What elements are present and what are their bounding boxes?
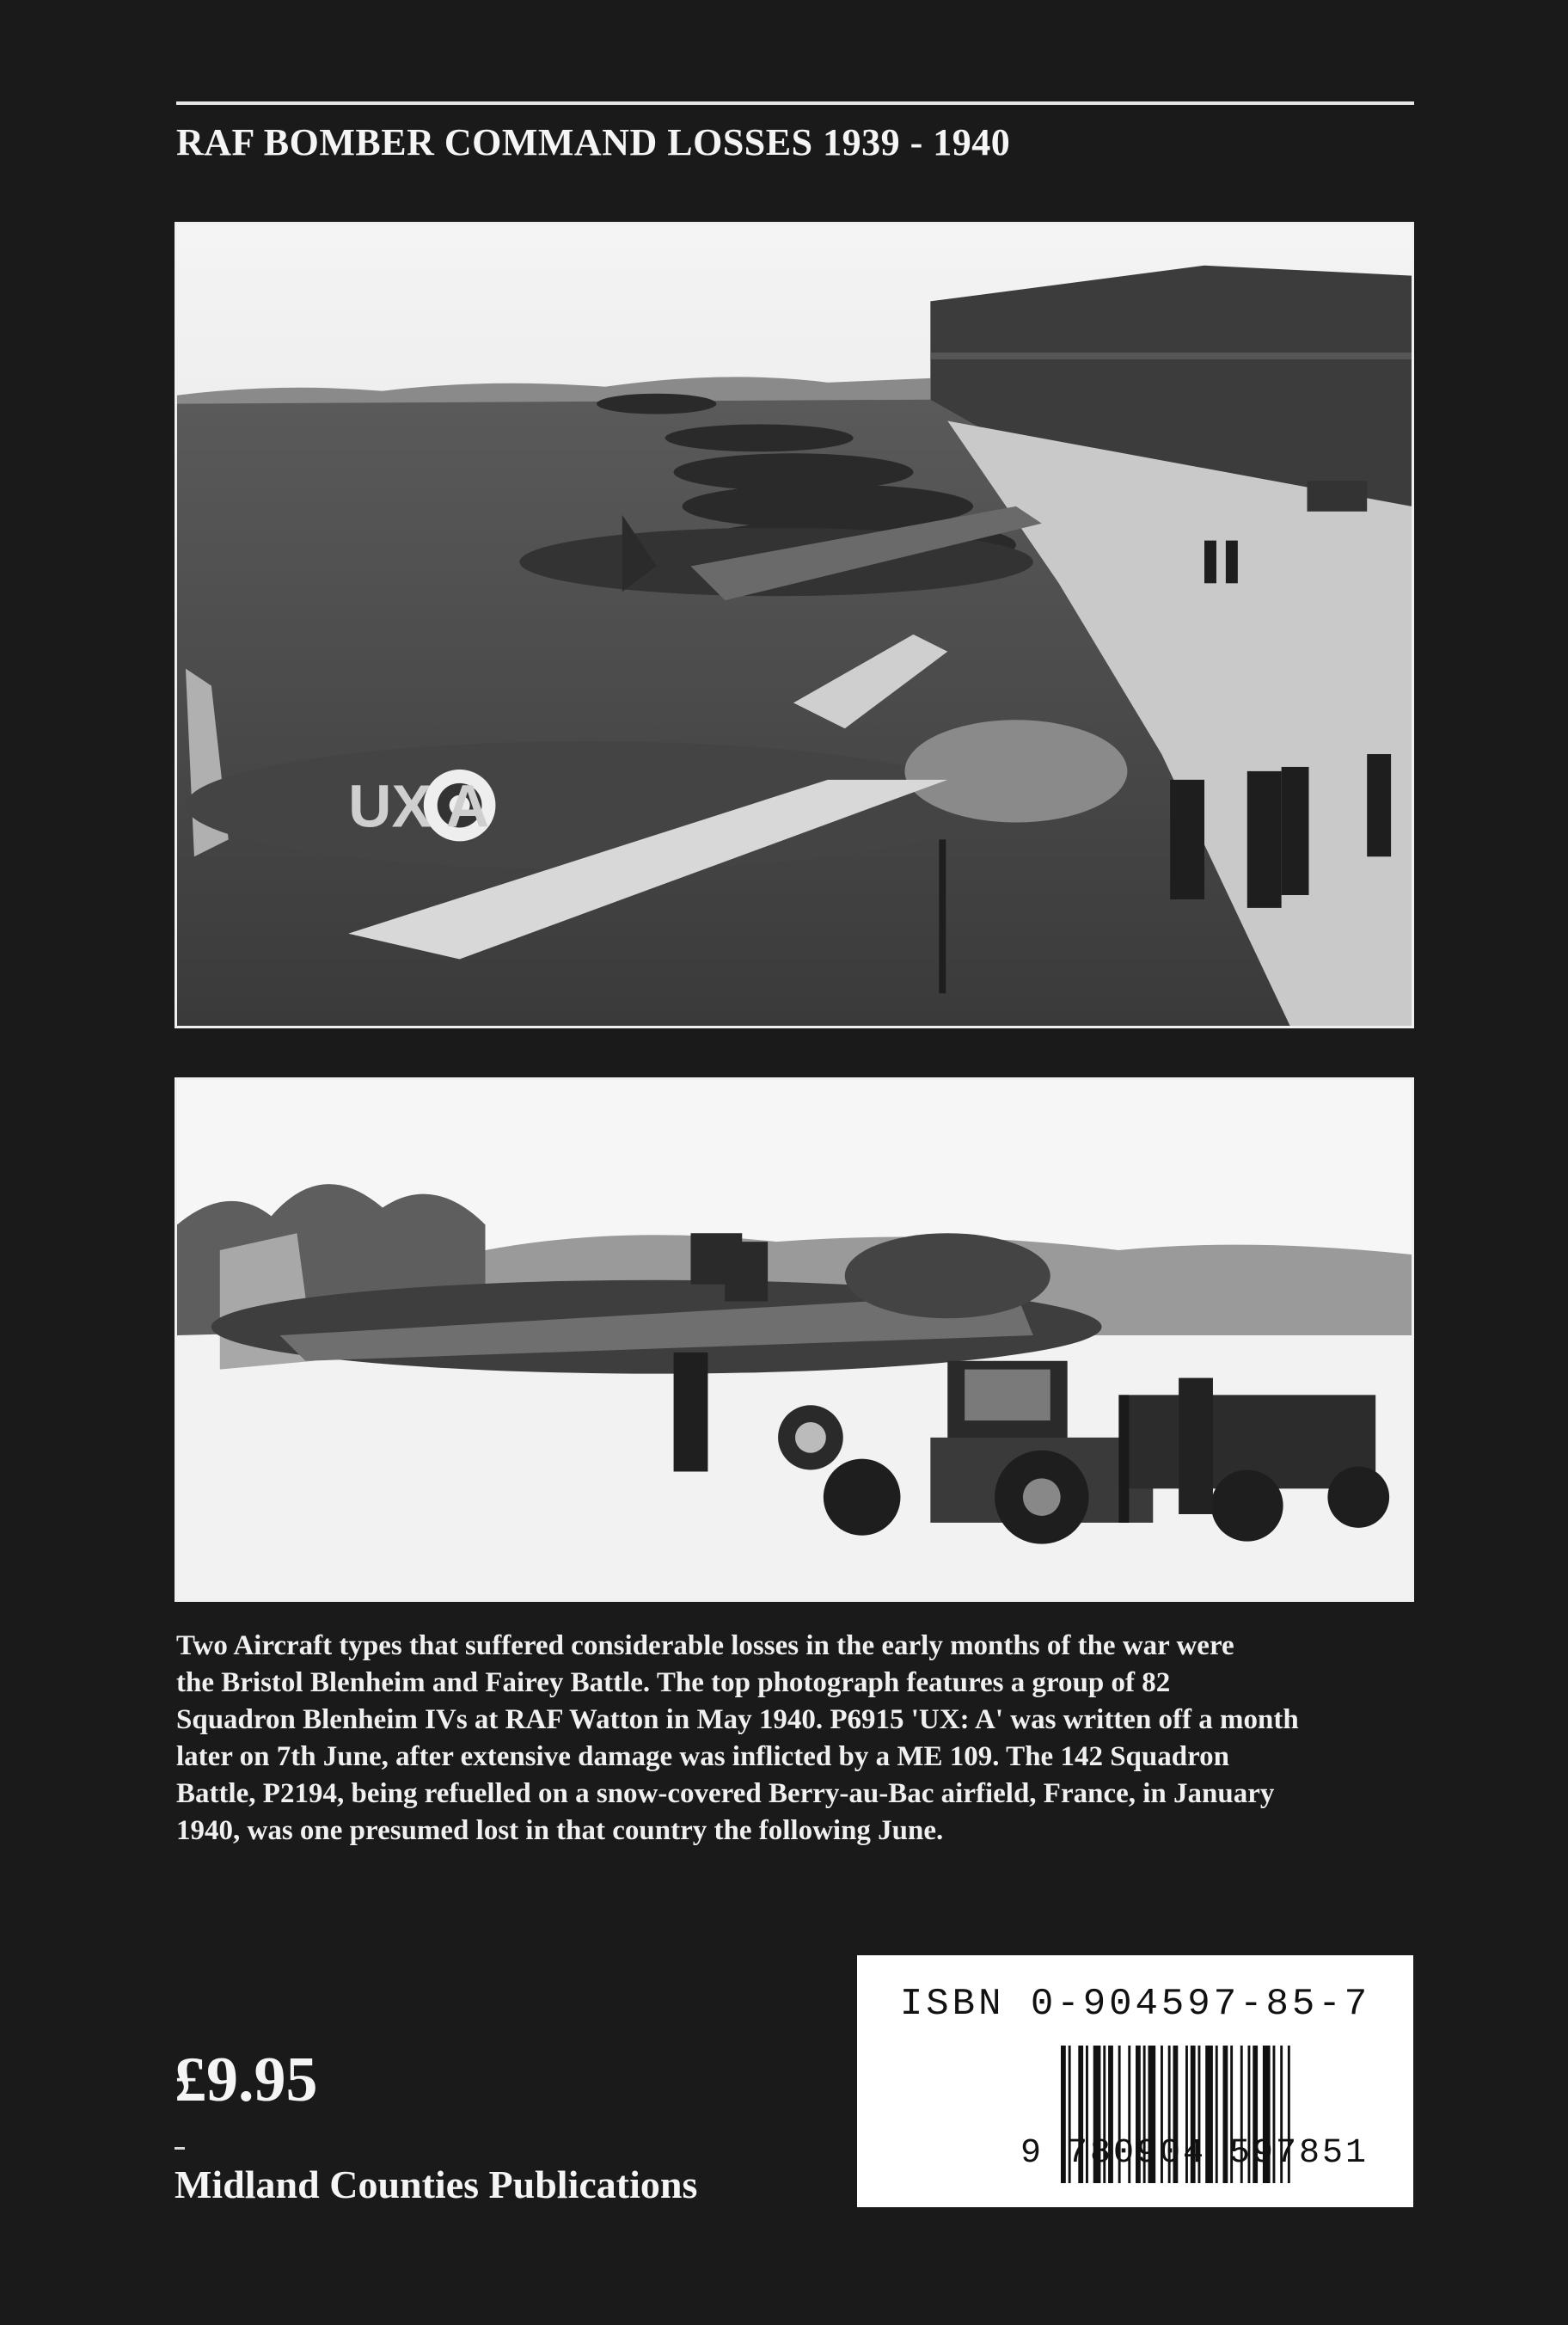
caption-line: 1940, was one presumed lost in that country the following June. xyxy=(176,1815,944,1846)
aircraft-code: UX A xyxy=(348,772,490,840)
publisher-name: Midland Counties Publications xyxy=(175,2162,698,2206)
isbn-number: ISBN 0-904597-85-7 xyxy=(899,1983,1371,2026)
photo-battle-snow xyxy=(175,1077,1414,1602)
caption-line: later on 7th June, after extensive damage was inflicted by a ME 109. The 142 Squadron xyxy=(176,1741,1230,1772)
caption-line: Two Aircraft types that suffered considerable losses in the early months of the war were xyxy=(176,1630,1234,1661)
header-rule xyxy=(176,101,1414,105)
price-label: £9.95 xyxy=(175,2045,318,2115)
photo-blenheims-airfield xyxy=(175,222,1414,1028)
book-title: RAF BOMBER COMMAND LOSSES 1939 - 1940 xyxy=(176,121,1011,163)
caption-line: the Bristol Blenheim and Fairey Battle. The top photograph features a group of 82 xyxy=(176,1667,1171,1698)
isbn-barcode-panel xyxy=(857,1955,1413,2207)
photo-caption xyxy=(176,1628,1414,1850)
ean-number: 9 780904 597851 xyxy=(1020,2134,1369,2173)
divider-mark xyxy=(175,2147,185,2150)
caption-line: Squadron Blenheim IVs at RAF Watton in May 1940. P6915 'UX: A' was written off a month xyxy=(176,1704,1299,1735)
caption-line: Battle, P2194, being refuelled on a snow-covered Berry-au-Bac airfield, France, in January xyxy=(176,1778,1275,1809)
